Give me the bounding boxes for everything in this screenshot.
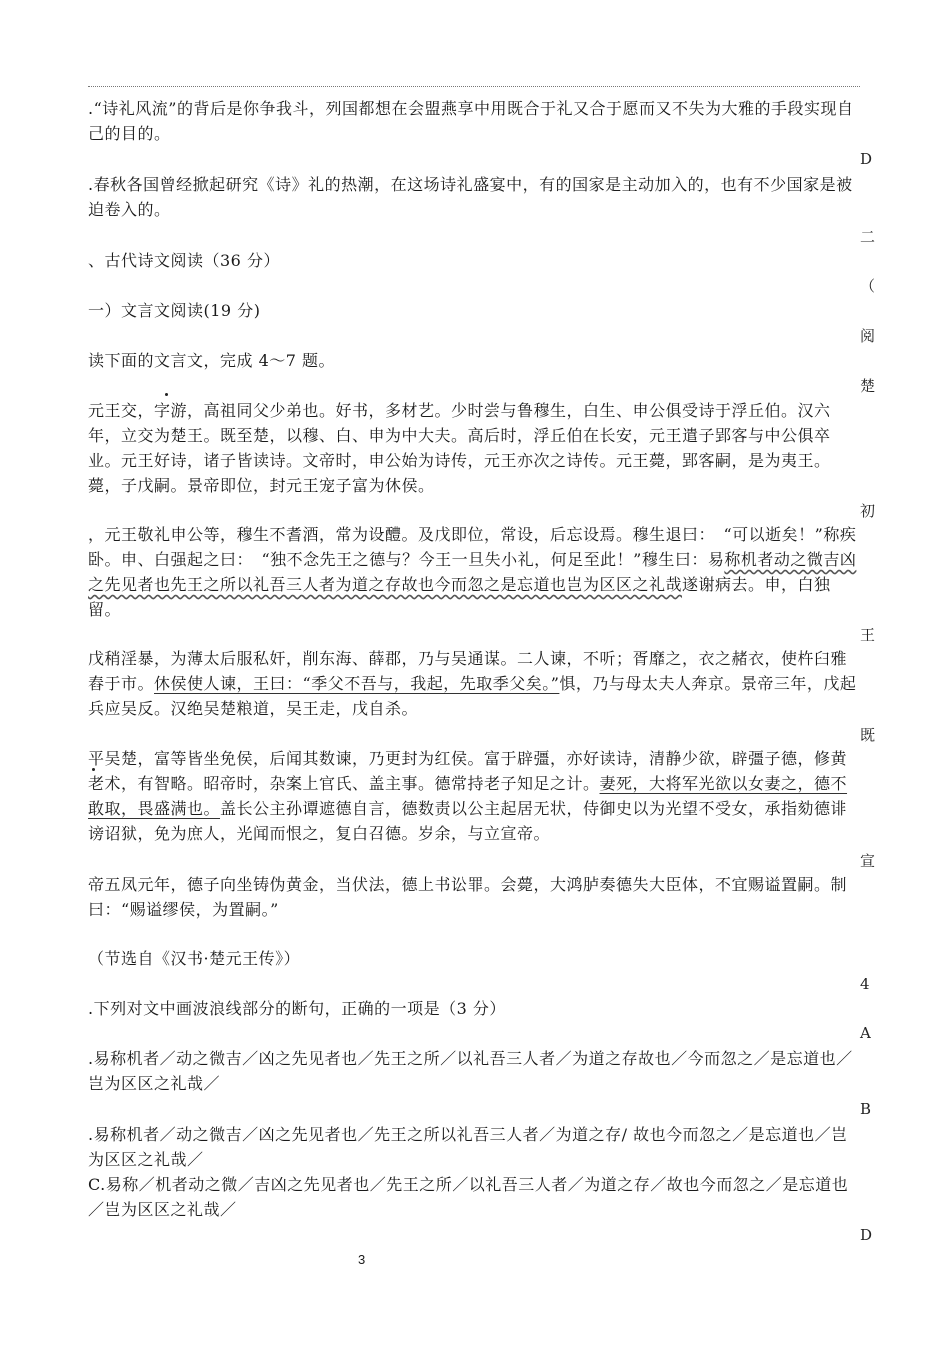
subsection-heading: 一）文言文阅读(19 分) [88,301,261,320]
passage-paragraph-2 [88,522,860,622]
passage-paragraph-4 [88,746,860,846]
emphasis-dot [165,393,168,396]
margin-label: 既 [860,726,876,744]
instruction: 读下面的文言文，完成 4～7 题。 [88,351,336,370]
option-c: C.易称／机者动之微／吉凶之先见者也／先王之所／以礼吾三人者／为道之存／故也今而忽之／是忘道也／岂为区区之礼哉／ [88,1175,849,1219]
passage-text: ，元王敬礼申公等，穆生不耆酒，常为设醴。及戊即位，常设，后忘设焉。穆生退曰： “可以逝矣！”称疾卧。申、白强起之曰： “独不念先王之德与？今王一旦失小礼，何足至此！”穆生曰：易 [88,525,857,569]
margin-label: 4 [860,975,870,993]
question-4: .下列对文中画波浪线部分的断句，正确的一项是（3 分） [88,999,506,1018]
passage-text: 盖长公主孙谭遮德自言，德数责以公主起居无状，侍御史以为光望不受女，承指劾德诽谤诏狱，免为庶人，光闻而恨之，复白召德。岁余，与立宣帝。 [88,799,848,843]
option-b: .易称机者／动之微吉／凶之先见者也／先王之所以礼吾三人者／为道之存/ 故也今而忽之／是忘道也／岂为区区之礼哉／ [88,1125,848,1169]
passage-paragraph-3 [88,646,860,721]
option-d-prev-question: .春秋各国曾经掀起研究《诗》礼的热潮，在这场诗礼盛宴中，有的国家是主动加入的，也有不少国家是被迫卷入的。 [88,175,853,219]
underlined-sentence: 休侯使人谏，王曰：“季父不吾与，我起，先取季父矣。” [154,674,560,693]
margin-label: 二 [860,228,876,246]
margin-label: A [860,1024,871,1042]
margin-label: 初 [860,502,876,520]
margin-label: B [860,1100,872,1118]
section-heading: 、古代诗文阅读（36 分） [88,251,280,270]
underlined-sentence: 妻死，大将军光欲以女妻之，德不敢取，畏盛满也。 [88,774,848,818]
passage-text: 平吴楚，富等皆坐免侯，后闻其数谏，乃更封为红侯。富于辟彊，亦好读诗，清静少欲，辟彊子德，修黄老术，有智略。昭帝时，杂案上官氏、盖主事。德常持老子知足之计。 [88,749,848,793]
margin-label: （ [860,277,876,295]
wavy-underlined-text: 称机者动之微吉凶之先见者也先王之所以礼吾三人者为道之存故也今而忽之是忘道也岂为区区之礼哉 [88,550,857,594]
option-c-prev-question: .“诗礼风流”的背后是你争我斗，列国都想在会盟燕享中用既合于礼又合于愿而又不失为大雅的手段实现自己的目的。 [88,99,854,143]
margin-label: 楚 [860,377,876,395]
passage-source: （节选自《汉书·楚元王传》） [88,949,301,968]
passage-paragraph-5: 帝五凤元年，德子向坐铸伪黄金，当伏法，德上书讼罪。会薨，大鸿胪奏德失大臣体，不宜赐谥置嗣。制曰：“赐谥缪侯，为置嗣。” [88,875,848,919]
passage-text: 戊稍淫暴，为薄太后服私奸，削东海、薛郡，乃与吴通谋。二人谏，不听；胥靡之，衣之赭衣，使杵臼雅舂于市。 [88,649,848,693]
margin-label: D [860,150,873,168]
passage-text: 惧，乃与母太夫人奔京。景帝三年，戊起兵应吴反。汉绝吴楚粮道，吴王走，戊自杀。 [88,674,857,718]
margin-label: 阅 [860,327,876,345]
margin-label: D [860,1226,873,1244]
header-divider [88,86,860,87]
page-number: 3 [358,1252,366,1267]
option-a: .易称机者／动之微吉／凶之先见者也／先王之所／以礼吾三人者／为道之存故也／今而忽之／是忘道也／岂为区区之礼哉／ [88,1049,853,1093]
margin-label: 王 [860,626,876,644]
passage-text: 遂谢病去。申，白独留。 [88,575,831,619]
passage-paragraph-1: 元王交，字游，高祖同父少弟也。好书，多材艺。少时尝与鲁穆生，白生、申公俱受诗于浮丘伯。汉六年，立交为楚王。既至楚，以穆、白、申为中大夫。高后时，浮丘伯在长安，元王遣子郢客与中公俱卒业。元王好诗，诸子皆读诗。文帝时，申公始为诗传，元王亦次之诗传。元王薨，郢客嗣，是为夷王。薨，子戊嗣。景帝即位，封元王宠子富为休侯。 [88,401,831,495]
margin-label: 宣 [860,852,876,870]
